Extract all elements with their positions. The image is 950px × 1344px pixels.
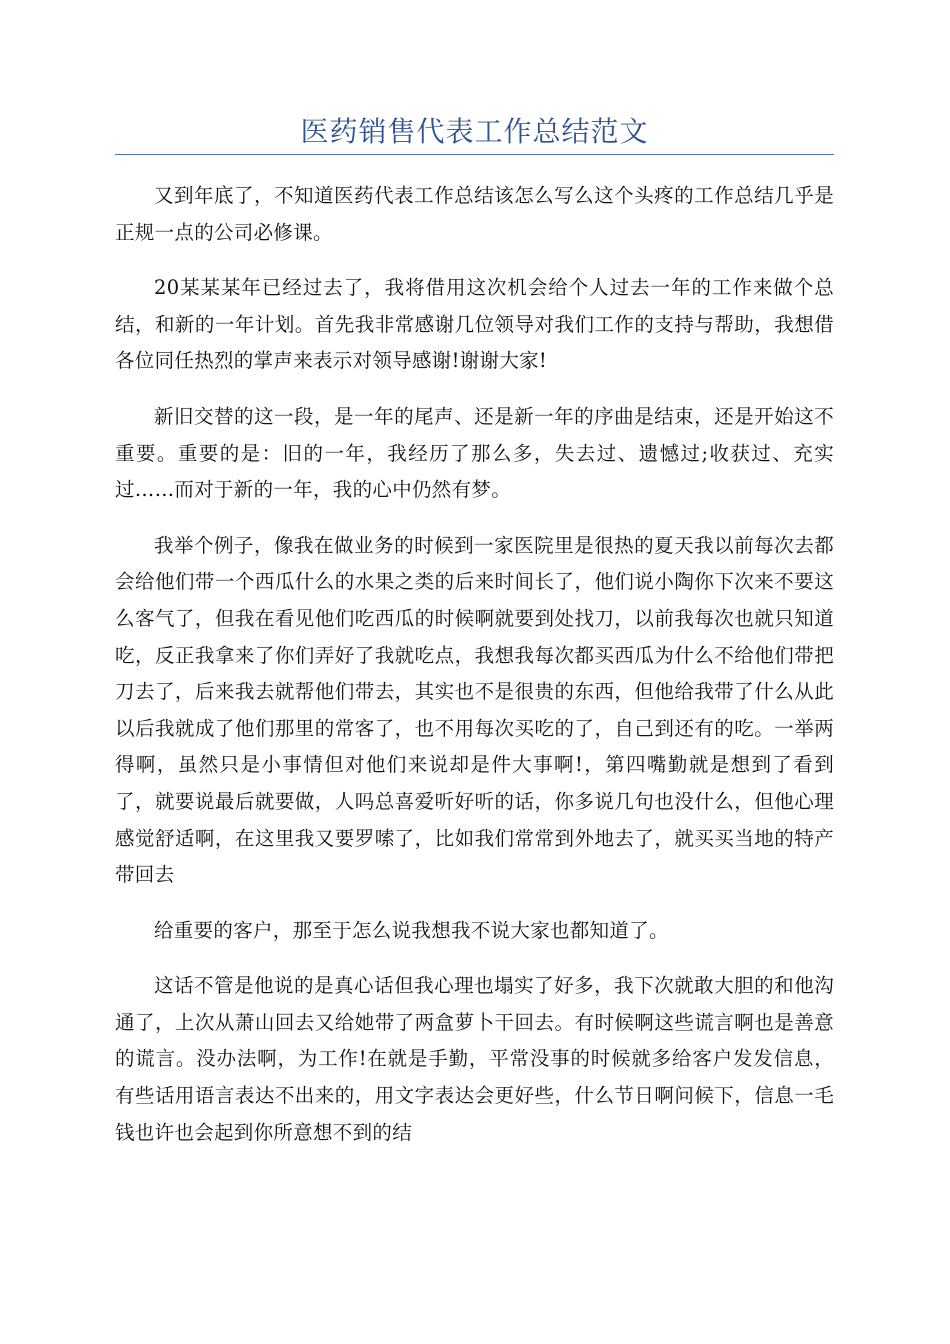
paragraph-6: 这话不管是他说的是真心话但我心理也塌实了好多，我下次就敢大胆的和他沟通了，上次从萧山回去又给她带了两盒萝卜干回去。有时候啊这些谎言啊也是善意的谎言。没办法啊，为工作!在就是手勤，平常没事的时候就多给客户发发信息，有些话用语言表达不出来的，用文字表达会更好些，什么节日啊问候下，信息一毛钱也许也会起到你所意想不到的结 [115, 974, 834, 1144]
paragraph-3: 新旧交替的这一段，是一年的尾声、还是新一年的序曲是结束，还是开始这不重要。重要的是：旧的一年，我经历了那么多，失去过、遗憾过;收获过、充实过……而对于新的一年，我的心中仍然有梦。 [115, 404, 834, 502]
document-body [115, 178, 834, 1170]
paragraph-4: 我举个例子，像我在做业务的时候到一家医院里是很热的夏天我以前每次去都会给他们带一个西瓜什么的水果之类的后来时间长了，他们说小陶你下次来不要这么客气了，但我在看见他们吃西瓜的时候啊就要到处找刀，以前我每次也就只知道吃，反正我拿来了你们弄好了我就吃点，我想我每次都买西瓜为什么不给他们带把刀去了，后来我去就帮他们带去，其实也不是很贵的东西，但他给我带了什么从此以后我就成了他们那里的常客了，也不用每次买吃的了，自己到还有的吃。一举两得啊，虽然只是小事情但对他们来说却是件大事啊!，第四嘴勤就是想到了看到了，就要说最后就要做，人吗总喜爱听好听的话，你多说几句也没什么，但他心理感觉舒适啊，在这里我又要罗嗦了，比如我们常常到外地去了，就买买当地的特产带回去 [115, 533, 834, 887]
paragraph-5: 给重要的客户，那至于怎么说我想我不说大家也都知道了。 [154, 918, 669, 942]
document-title: 医药销售代表工作总结范文 [300, 115, 649, 148]
title-underline [115, 154, 834, 155]
paragraph-2: 20某某某年已经过去了，我将借用这次机会给个人过去一年的工作来做个总结，和新的一年计划。首先我非常感谢几位领导对我们工作的支持与帮助，我想借各位同任热烈的掌声来表示对领导感谢!谢谢大家! [115, 276, 834, 373]
paragraph-1: 又到年底了，不知道医药代表工作总结该怎么写么这个头疼的工作总结几乎是正规一点的公司必修课。 [115, 184, 834, 244]
